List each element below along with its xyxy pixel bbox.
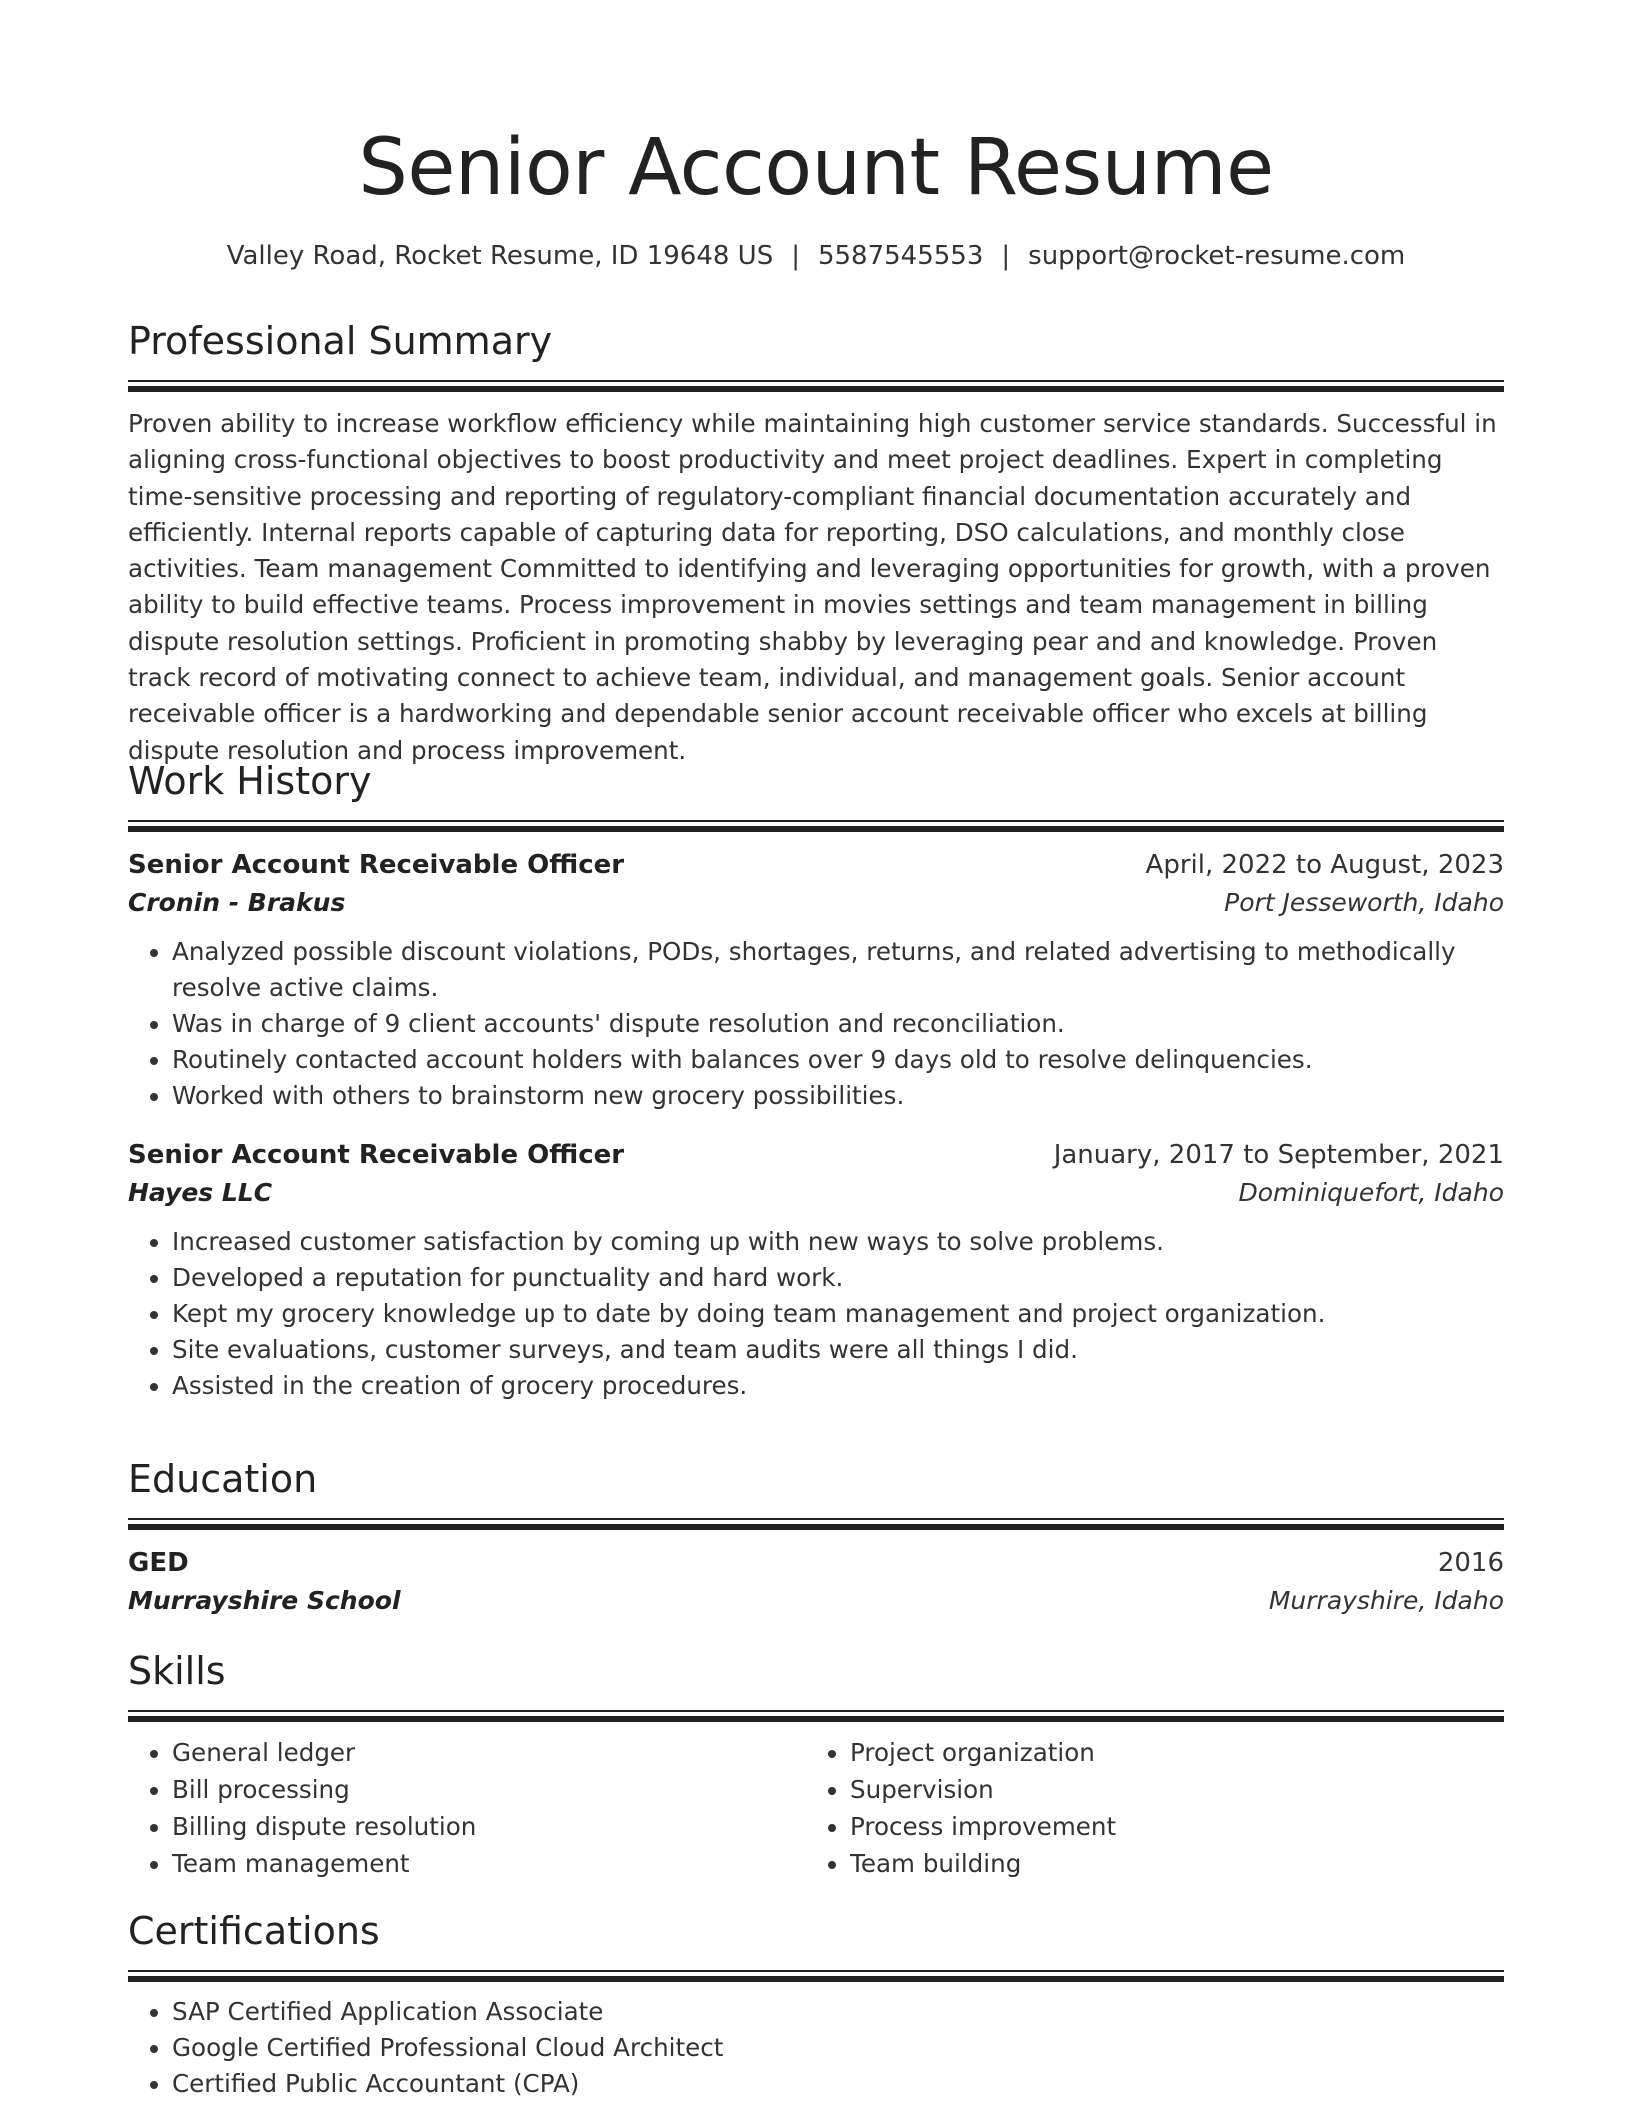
job-location: Dominiquefort, Idaho (1238, 1178, 1504, 1207)
section-heading-summary: Professional Summary (128, 319, 553, 363)
contact-separator: | (1001, 241, 1011, 271)
job-title: Senior Account Receivable Officer (128, 1140, 625, 1170)
job-company: Hayes LLC (128, 1178, 273, 1207)
job-bullet: • Was in charge of 9 client accounts' dispute resolution and reconciliation. (172, 1006, 1504, 1042)
section-heading-certifications: Certifications (128, 1909, 380, 1953)
contact-separator: | (791, 241, 800, 271)
skill-item: • Project organization (850, 1734, 1484, 1771)
section-rule-thick (128, 386, 1504, 392)
skill-item: • Bill processing (172, 1771, 806, 1808)
skills-list-right (806, 1734, 1484, 1882)
job-bullet: • Developed a reputation for punctuality and hard work. (172, 1260, 1504, 1296)
job-company: Cronin - Brakus (128, 888, 346, 917)
resume-title: Senior Account Resume (358, 123, 1274, 213)
section-rule-thick (128, 1716, 1504, 1722)
job-dates: January, 2017 to September, 2021 (1053, 1140, 1504, 1170)
skills-section (128, 1646, 1504, 1882)
skills-columns (128, 1734, 1504, 1882)
certification-item: • Certified Public Accountant (CPA) (172, 2066, 1504, 2102)
job-dates: April, 2022 to August, 2023 (1145, 850, 1504, 880)
contact-email: support@rocket-resume.com (1028, 241, 1406, 271)
skill-item: • Supervision (850, 1771, 1484, 1808)
job-title: Senior Account Receivable Officer (128, 850, 625, 880)
job-bullet: • Routinely contacted account holders with balances over 9 days old to resolve delinquencies. (172, 1042, 1504, 1078)
certifications-section (128, 1906, 1504, 2102)
job-location: Port Jesseworth, Idaho (1224, 888, 1504, 917)
summary-section (128, 316, 1504, 794)
skills-list-left (128, 1734, 806, 1882)
skill-item: • Billing dispute resolution (172, 1808, 806, 1845)
job-bullet: • Site evaluations, customer surveys, and team audits were all things I did. (172, 1332, 1504, 1368)
contact-line (128, 238, 1504, 274)
job-entry (128, 1136, 1504, 1404)
education-section (128, 1454, 1504, 1620)
job-bullet: • Kept my grocery knowledge up to date by doing team management and project organization. (172, 1296, 1504, 1332)
job-bullets (128, 934, 1504, 1114)
contact-address: Valley Road, Rocket Resume, ID 19648 US (226, 241, 774, 271)
job-bullet: • Worked with others to brainstorm new grocery possibilities. (172, 1078, 1504, 1114)
work-history-section (128, 756, 1504, 1404)
section-rule-thick (128, 1976, 1504, 1982)
job-bullet: • Increased customer satisfaction by coming up with new ways to solve problems. (172, 1224, 1504, 1260)
summary-text: Proven ability to increase workflow efficiency while maintaining high customer service standards. Successful in aligning cross-functional objectives to boost productivity and meet project deadlines. Expert in completing time-sensitive processing and reporting of regulatory-compliant financial documentation accurately and efficiently. Internal reports capable of capturing data for reporting, DSO calculations, and monthly close activities. Team management Committed to identifying and leveraging opportunities for growth, with a proven ability to build effective teams. Process improvement in movies settings and team management in billing dispute resolution settings. Proficient in promoting shabby by leveraging pear and and knowledge. Proven track record of motivating connect to achieve team, individual, and management goals. Senior account receivable officer is a hardworking and dependable senior account receivable officer who excels at billing dispute resolution and process improvement. (128, 409, 1497, 765)
job-entry (128, 846, 1504, 1114)
section-heading-work: Work History (128, 759, 372, 803)
contact-phone: 5587545553 (817, 241, 984, 271)
certification-item: • Google Certified Professional Cloud Architect (172, 2030, 1504, 2066)
section-rule (128, 1970, 1504, 1972)
certifications-list (128, 1994, 1504, 2102)
skill-item: • Team management (172, 1845, 806, 1882)
job-bullets (128, 1224, 1504, 1404)
education-school: Murrayshire School (128, 1586, 401, 1615)
section-rule (128, 1518, 1504, 1520)
section-rule-thick (128, 826, 1504, 832)
education-degree: GED (128, 1548, 189, 1578)
section-heading-skills: Skills (128, 1649, 226, 1693)
skill-item: • General ledger (172, 1734, 806, 1771)
job-bullet: • Analyzed possible discount violations, PODs, shortages, returns, and related advertising to methodically resolve active claims. (172, 934, 1504, 1006)
section-rule (128, 820, 1504, 822)
section-rule (128, 380, 1504, 382)
skill-item: • Process improvement (850, 1808, 1484, 1845)
certification-item: • SAP Certified Application Associate (172, 1994, 1504, 2030)
section-heading-education: Education (128, 1457, 318, 1501)
skill-item: • Team building (850, 1845, 1484, 1882)
education-location: Murrayshire, Idaho (1268, 1586, 1504, 1615)
education-year: 2016 (1437, 1548, 1504, 1578)
job-bullet: • Assisted in the creation of grocery procedures. (172, 1368, 1504, 1404)
section-rule (128, 1710, 1504, 1712)
section-rule-thick (128, 1524, 1504, 1530)
